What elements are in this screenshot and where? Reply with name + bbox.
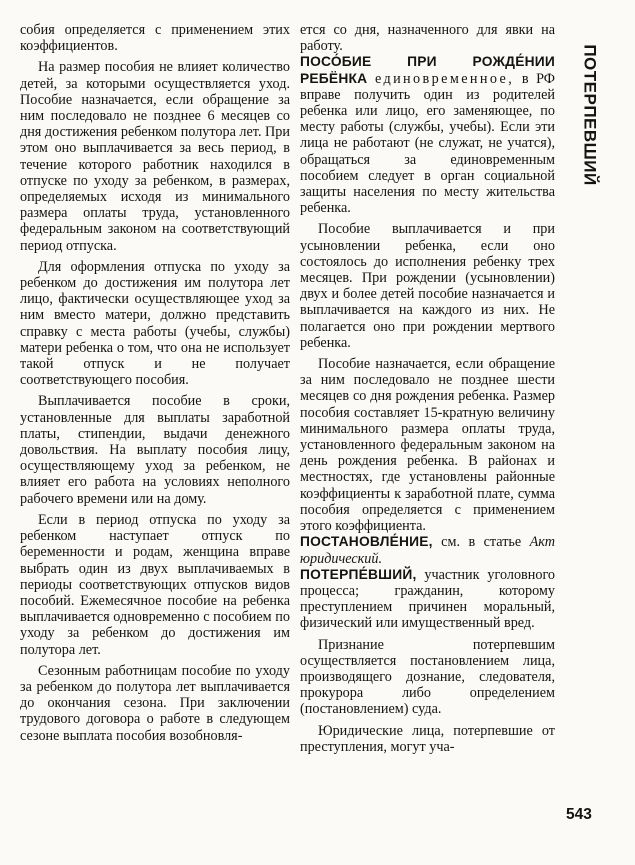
entry-text: см. в статье [441,534,522,551]
dictionary-entry-postanovlenie [300,534,555,566]
paragraph: Пособие выплачивается и при усыновлении ребенка, если оно состоялось до исполнения ребенку трех месяцев. При рождении (усыновлении) двух и более детей пособие назначается и выплачивается на каждого из них. Не полагается оно при рождении мертвого ребенка. [300,221,555,351]
right-column [300,22,555,755]
paragraph: Признание потерпевшим осуществляется постановлением лица, производящего дознание, следователя, прокурора либо определением (постановлением) суда. [300,636,555,718]
entry-spaced-text: единовременное, [374,70,515,87]
paragraph: Выплачивается пособие в сроки, установленные для выплаты заработной платы, стипендии, выдачи денежного довольствия. На выплату пособия лицу, осуществляющему уход за ребенком, не влияет его работа на условиях неполного рабочего времени или на дому. [20,393,290,507]
paragraph: Сезонным работницам пособие по уходу за ребенком до полутора лет выплачивается до окончания сезона. При заключении трудового договора о работе в следующем сезоне выплата пособия возобновля- [20,662,290,744]
page-number: 543 [566,806,592,823]
paragraph: Юридические лица, потерпевшие от преступления, могут уча- [300,722,555,755]
left-column [20,22,290,744]
entry-term: ПОСО́БИЕ ПРИ РОЖДЕ́НИИ РЕБЁНКА [300,54,555,86]
paragraph: собия определяется с применением этих коэффициентов. [20,22,290,55]
paragraph: Если в период отпуска по уходу за ребенком наступает отпуск по беременности и родам, женщина вправе выбрать один из двух выплачиваемых в периоды соответствующих отпусков видов пособий. Ежемесячное пособие на ребенка выплачивается одновременно с пособием по уходу за ребенком до достижения им полутора лет. [20,511,290,658]
entry-text: участник уголовного процесса; гражданин, которому преступлением причинен моральный, физический или имущественный вред. [300,566,555,632]
paragraph: Для оформления отпуска по уходу за ребенком до достижения им полутора лет лицо, фактически осуществляющее уход за ним вместо матери, должно представить справку с места работы (учебы, службы) матери ребенка о том, что она не использует такой отпуск и не получает соответствующего пособия. [20,258,290,389]
running-head-text: ПОТЕРПЕВШИЙ [581,43,601,186]
running-head [560,22,620,207]
entry-text: в РФ вправе получить один из родителей ребенка или лицо, его заменяющее, по месту работы (службы, учебы). Если эти лица не работают (не служат, не учатся), обращаться за единовременным пособием следует в орган социальной защиты населения по месту жительства ребенка. [300,70,556,217]
cross-reference: Акт юридический. [300,534,555,567]
dictionary-entry-poterpevshiy [300,567,555,632]
paragraph: ется со дня, назначенного для явки на работу. [300,22,555,55]
paragraph: На размер пособия не влияет количество детей, за которыми осуществляется уход. Пособие назначается, если обращение за ним последовало не позднее 6 месяцев со дня достижения ребенком полутора лет. При этом оно выплачивается за весь период, в течение которого работник находился в отпуске по уходу за ребенком, в размерах, определяемых исходя из минимального размера оплаты труда, установленного федеральным законом на соответствующий период отпуска. [20,59,290,254]
entry-term: ПОСТАНОВЛЕ́НИЕ, [300,534,433,550]
entry-term: ПОТЕРПЕ́ВШИЙ, [300,566,417,582]
dictionary-entry-posobie [300,54,555,216]
paragraph: Пособие назначается, если обращение за ним последовало не позднее шести месяцев со дня рождения ребенка. Размер пособия составляет 15-кратную величину минимального размера оплаты труда, установленного федеральным законом на день рождения ребенка. В районах и местностях, где установлены районные коэффициенты к заработной плате, сумма пособия определяется с применением этого коэффициента. [300,356,555,535]
